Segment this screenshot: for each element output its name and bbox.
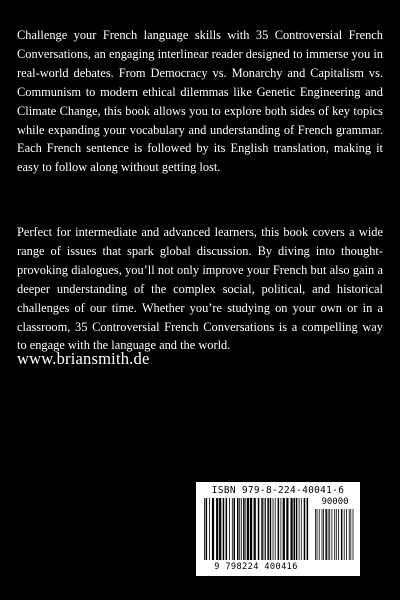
- description-paragraph-1: Challenge your French language skills with 35 Controversial French Conversations, an engaging interlinear reader designed to immerse you in real-world debates. From Democracy vs. Monarchy and Capitalism vs. Communism to modern ethical dilemmas like Genetic Engineering and Climate Change, this book allows you to explore both sides of key topics while expanding your vocabulary and understanding of French grammar. Each French sentence is followed by its English translation, making it easy to follow along without getting lost.: [17, 28, 383, 175]
- addon-number: 90000: [321, 497, 349, 507]
- author-website: www.briansmith.de: [17, 349, 150, 368]
- ean-digits: 9 798224 400416: [214, 562, 298, 572]
- isbn-barcode: [196, 482, 360, 576]
- description-paragraph-2: Perfect for intermediate and advanced learners, this book covers a wide range of issues that spark global discussion. By diving into thought-provoking dialogues, you’ll not only improve your French but also gain a deeper understanding of the complex social, political, and historical challenges of our time. Whether you’re studying on your own or in a classroom, 35 Controversial French Conversations is a compelling way to engage with the language and the world.: [17, 225, 383, 353]
- addon-barcode-bars: [315, 509, 355, 560]
- isbn-label: ISBN 979-8-224-40041-6: [211, 485, 345, 496]
- ean13-barcode-bars: [204, 498, 309, 560]
